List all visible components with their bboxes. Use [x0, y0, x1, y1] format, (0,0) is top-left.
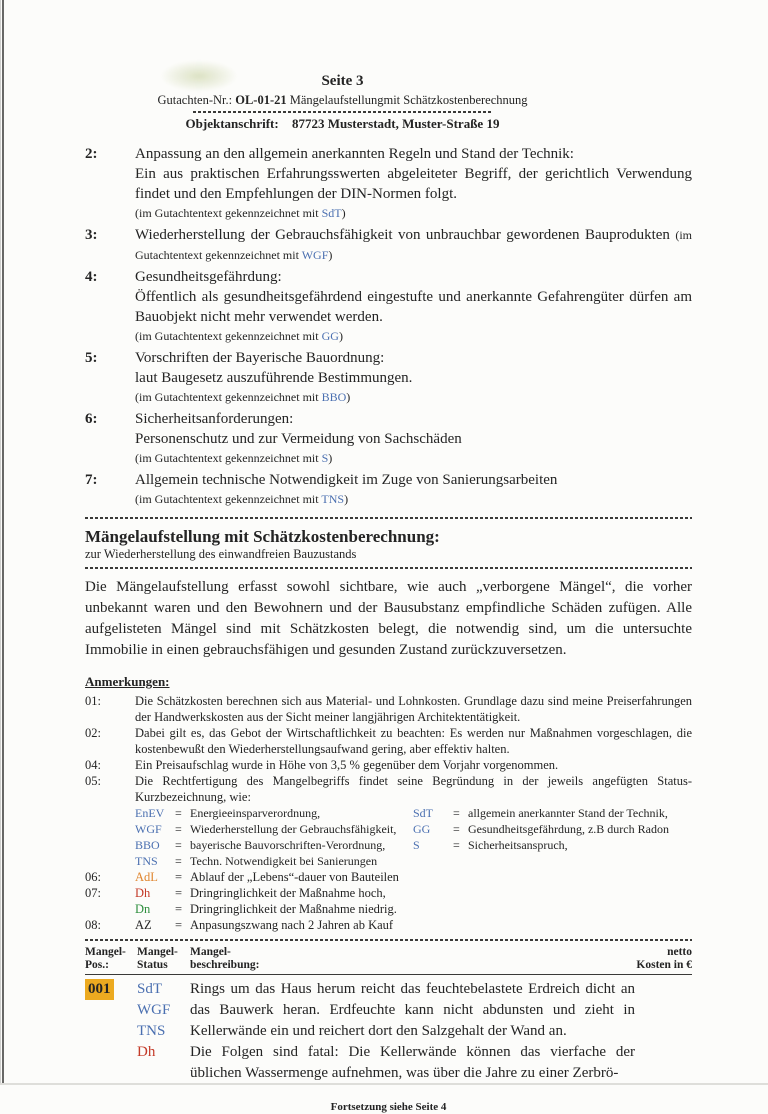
legend-code: TNS — [135, 854, 158, 868]
note-number: 05: — [85, 774, 101, 788]
definition-text: Allgemein technische Notwendigkeit im Zuge von Sanierungsarbeiten — [135, 472, 558, 488]
note-text: Dabei gilt es, das Gebot der Wirtschaftlichkeit zu beachten: Es werden nur Maßnahmen vorgeschlagen, die kostenbewußt den Wiederherstellungsaufwand gering, aber effektiv halten. — [135, 726, 692, 756]
definition-item-5 — [85, 348, 692, 407]
legend-item: GG = Gesundheitsgefährdung, z.B durch Radon — [413, 822, 669, 836]
defect-row — [85, 979, 692, 1084]
defect-description: Rings um das Haus herum reicht das feuchtebelastete Erdreich dicht an das Bauwerk heran. Erdfeuchte kann nicht abdunsten und zieht in Kellerwände ein und reichert dort den Salzgehalt der Wand an. Die Folgen sind fatal: Die Kellerwände können das vierfache der üblichen Wassermenge aufnehmen, was über die Jahre zu einer Zerbrö- — [190, 981, 635, 1081]
legend-item: S = Sicherheitsanspruch, — [413, 838, 568, 852]
scan-edge-artifact — [2, 0, 4, 1085]
definition-text: Ein aus praktischen Erfahrungsswerten abgeleiteter Begriff, der gerichtlich Verwendung findet und den Empfehlungen der DIN-Normen folgt. — [135, 166, 692, 202]
note-number: 01: — [85, 694, 101, 708]
dashed-separator — [193, 111, 493, 113]
definition-text: Öffentlich als gesundheitsgefährdend eingestufte und anerkannte Gefahrengüter dürfen am Bauobjekt nicht mehr verwendet werden. — [135, 289, 692, 325]
column-header-status: Mangel- Status — [137, 946, 178, 971]
note-row-08: 08: AZ = Anpasungszwang nach 2 Jahren ab Kauf — [85, 917, 692, 933]
definition-item-6 — [85, 409, 692, 468]
status-code: WGF — [301, 248, 329, 262]
note-row-06: 06: AdL = Ablauf der „Lebens“-dauer von Bauteilen — [85, 869, 692, 885]
definition-code-note: (im Gutachtentext gekennzeichnet mit WGF) — [135, 228, 692, 262]
report-number: OL-01-21 — [235, 93, 287, 107]
note-number — [85, 901, 135, 917]
object-address-line — [85, 115, 600, 132]
legend-code: SdT — [413, 806, 434, 820]
legend-desc: Energieeinsparverordnung, — [190, 806, 321, 820]
report-title: Mängelaufstellungmit Schätzkostenberechnung — [289, 93, 528, 107]
note-text: Ein Preisaufschlag wurde in Höhe von 3,5 % gegenüber dem Vorjahr vorgenommen. — [135, 758, 559, 772]
dashed-separator — [85, 517, 692, 519]
note-row-04 — [85, 757, 692, 773]
definition-code-note: (im Gutachtentext gekennzeichnet mit GG) — [135, 329, 343, 343]
legend-desc: bayerische Bauvorschriften-Verordnung, — [190, 838, 386, 852]
legend-item: SdT = allgemein anerkannter Stand der Technik, — [413, 806, 668, 820]
note-number: 06: — [85, 870, 101, 884]
legend-code: BBO — [135, 838, 160, 852]
definition-list — [85, 144, 692, 509]
report-number-line — [85, 92, 600, 108]
note-text: Dringringlichkeit der Maßnahme niedrig. — [190, 902, 397, 916]
legend-desc: allgemein anerkannter Stand der Technik, — [468, 806, 668, 820]
definition-code-note: (im Gutachtentext gekennzeichnet mit BBO) — [135, 390, 351, 404]
section-subheading: zur Wiederherstellung des einwandfreien Bauzustands — [85, 547, 357, 561]
intro-paragraph: Die Mängelaufstellung erfasst sowohl sichtbare, wie auch „verborgene Mängel“, die vorher unbekannt waren und den Bewohnern und der Bausubstanz empfindliche Schäden zufügen. Alle aufgelisteten Mängel sind mit Schätzkosten belegt, die notwendig sind, um die untersuchte Immobilie in einen gebrauchsfähigen und gesunden Zustand zurückzuversetzen. — [85, 579, 692, 658]
note-row-07b: Dn = Dringringlichkeit der Maßnahme niedrig. — [85, 901, 692, 917]
definition-text: laut Baugesetz auszuführende Bestimmungen. — [135, 370, 413, 386]
definition-code-note: (im Gutachtentext gekennzeichnet mit SdT) — [135, 206, 346, 220]
page-number: Seite 3 — [321, 73, 364, 89]
note-number: 04: — [85, 758, 101, 772]
legend-desc: Techn. Notwendigkeit bei Sanierungen — [190, 854, 378, 868]
legend-item: EnEV = Energieeinsparverordnung, — [135, 806, 321, 820]
object-address-label: Objektanschrift: — [185, 116, 279, 131]
status-legend — [135, 805, 669, 869]
legend-desc: Gesundheitsgefährdung, z.B durch Radon — [468, 822, 669, 836]
status-code: BBO — [321, 390, 347, 404]
status-code: SdT — [321, 206, 342, 220]
status-code: Dh — [137, 1044, 156, 1060]
defect-table-header — [85, 946, 692, 975]
dashed-separator — [85, 567, 692, 569]
note-row-02 — [85, 725, 692, 757]
status-code: S — [321, 451, 329, 465]
dashed-separator — [85, 939, 692, 941]
definition-title: Anpassung an den allgemein anerkannten Regeln und Stand der Technik: — [135, 146, 574, 162]
legend-item: WGF = Wiederherstellung der Gebrauchsfähigkeit, — [135, 822, 397, 836]
status-code: AdL — [135, 870, 158, 884]
legend-code: EnEV — [135, 806, 165, 820]
note-row-05 — [85, 773, 692, 805]
definition-number: 6: — [85, 411, 98, 427]
note-number: 02: — [85, 726, 101, 740]
legend-item: BBO = bayerische Bauvorschriften-Verordnung, — [135, 838, 386, 852]
status-code: TNS — [321, 492, 345, 506]
definition-number: 3: — [85, 227, 98, 243]
definition-item-3 — [85, 225, 692, 265]
legend-code: GG — [413, 822, 431, 836]
legend-item: TNS = Techn. Notwendigkeit bei Sanierungen — [135, 854, 378, 868]
definition-item-7 — [85, 470, 692, 509]
definition-code-note: (im Gutachtentext gekennzeichnet mit TNS) — [135, 492, 349, 506]
status-code: Dn — [135, 902, 151, 916]
definition-title: Gesundheitsgefährdung: — [135, 269, 282, 285]
object-address: 87723 Musterstadt, Muster-Straße 19 — [291, 116, 500, 131]
definition-title: Vorschriften der Bayerische Bauordnung: — [135, 350, 385, 366]
anmerkungen-heading: Anmerkungen: — [85, 674, 170, 689]
defect-pos-badge: 001 — [85, 979, 114, 1000]
legend-desc: Wiederherstellung der Gebrauchsfähigkeit, — [190, 822, 397, 836]
status-code: Dh — [135, 886, 151, 900]
note-row-01 — [85, 693, 692, 725]
note-text: Dringringlichkeit der Maßnahme hoch, — [190, 886, 386, 900]
page-header — [85, 72, 600, 132]
defect-status-list — [137, 979, 190, 1084]
note-number: 07: — [85, 886, 101, 900]
status-code: SdT — [137, 981, 163, 997]
definition-text: Wiederherstellung der Gebrauchsfähigkeit von unbrauchbar gewordenen Bauprodukten — [135, 227, 670, 243]
definition-text: Personenschutz und zur Vermeidung von Sachschäden — [135, 431, 462, 447]
report-number-label: Gutachten-Nr.: — [157, 93, 233, 107]
column-header-cost: netto Kosten in € — [636, 946, 692, 971]
page-content — [85, 72, 692, 1114]
continuation-footer: Fortsetzung siehe Seite 4 — [330, 1101, 447, 1113]
legend-desc: Sicherheitsanspruch, — [468, 838, 568, 852]
definition-code-note: (im Gutachtentext gekennzeichnet mit S) — [135, 451, 333, 465]
status-code: TNS — [137, 1023, 166, 1039]
status-code: AZ — [135, 918, 152, 932]
definition-number: 2: — [85, 146, 98, 162]
definition-number: 5: — [85, 350, 98, 366]
note-text: Ablauf der „Lebens“-dauer von Bauteilen — [190, 870, 399, 884]
legend-code: S — [413, 838, 420, 852]
definition-item-2 — [85, 144, 692, 223]
definition-number: 7: — [85, 472, 98, 488]
scan-edge-artifact — [0, 0, 1, 1085]
note-text: Die Rechtfertigung des Mangelbegriffs findet seine Begründung in der jeweils angefügten Status-Kurzbezeichnung, wie: — [135, 774, 692, 804]
note-text: Anpasungszwang nach 2 Jahren ab Kauf — [190, 918, 394, 932]
status-code: WGF — [137, 1002, 171, 1018]
note-row-07: 07: Dh = Dringringlichkeit der Maßnahme hoch, — [85, 885, 692, 901]
status-legend-row — [85, 805, 692, 869]
section-heading: Mängelaufstellung mit Schätzkostenberechnung: — [85, 527, 440, 546]
column-header-pos: Mangel- Pos.: — [85, 946, 126, 971]
definition-number: 4: — [85, 269, 98, 285]
status-code: GG — [321, 329, 339, 343]
note-number: 08: — [85, 918, 101, 932]
definition-title: Sicherheitsanforderungen: — [135, 411, 294, 427]
column-header-description: Mangel- beschreibung: — [190, 946, 260, 971]
note-text: Die Schätzkosten berechnen sich aus Material- und Lohnkosten. Grundlage dazu sind meine Preiserfahrungen der Handwerkskosten aus der Sicht meiner langjährigen Architektentätigkeit. — [135, 694, 692, 724]
legend-code: WGF — [135, 822, 162, 836]
definition-item-4 — [85, 267, 692, 346]
